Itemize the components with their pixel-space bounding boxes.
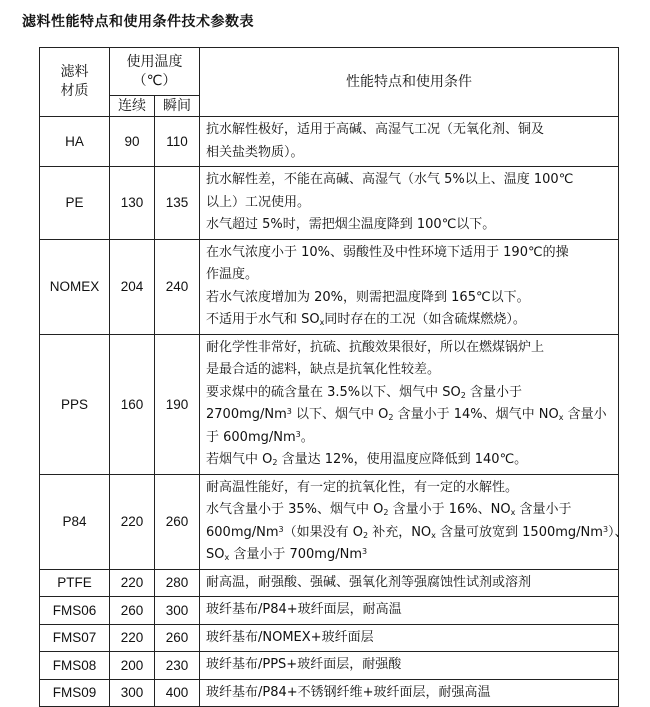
features-line: 2700mg/Nm$^3$ 以下、烟气中 $O_2$ 含量小于 14%、烟气中 $NO_x$ 含量小 [206, 407, 607, 422]
features-line: 要求煤中的硫含量在 3.5%以下、烟气中 $SO_2$ 含量小于 [206, 384, 523, 400]
features-line: 玻纤基布/NOMEX+玻纤面层 [206, 629, 374, 645]
table-row [40, 569, 619, 597]
features-line: 是最合适的滤料，缺点是抗氧化性较差。 [206, 362, 441, 377]
spec-table [39, 47, 628, 707]
material-cell: PTFE [40, 569, 110, 597]
header-continuous: 连续 [110, 96, 155, 117]
features-line: 600mg/Nm$^3$（如果没有 $O_2$ 补充，$NO_x$ 含量可放宽到 1500mg/Nm$^3$）、 [206, 524, 628, 540]
instant-temp-cell: 240 [155, 239, 200, 334]
continuous-temp-cell: 204 [110, 239, 155, 334]
features-line: 若水气浓度增加为 20%，则需把温度降到 165℃以下。 [206, 289, 530, 305]
features-line: 水气超过 5%时，需把烟尘温度降到 100℃以下。 [206, 217, 496, 232]
features-line: 耐高温，耐强酸、强碱、强氧化剂等强腐蚀性试剂或溶剂 [206, 574, 532, 590]
features-cell [200, 597, 619, 625]
table-row [40, 624, 619, 652]
features-line: 若烟气中 $O_2$ 含量达 12%，使用温度应降低到 140℃。 [206, 452, 528, 467]
features-line: 耐高温性能好，有一定的抗氧化性，有一定的水解性。 [206, 479, 519, 495]
features-cell [200, 624, 619, 652]
continuous-temp-cell: 160 [110, 334, 155, 474]
instant-temp-cell: 260 [155, 624, 200, 652]
table-row [40, 334, 619, 474]
header-instant: 瞬间 [155, 96, 200, 117]
instant-temp-cell: 280 [155, 569, 200, 597]
features-line: 不适用于水气和 $SO_x$同时存在的工况（如含硫煤燃烧）。 [206, 312, 526, 327]
continuous-temp-cell: 300 [110, 679, 155, 707]
header-features: 性能特点和使用条件 [200, 48, 619, 117]
table-row [40, 239, 619, 334]
material-cell: FMS09 [40, 679, 110, 707]
material-cell: HA [40, 117, 110, 167]
features-cell [200, 239, 619, 334]
instant-temp-cell: 300 [155, 597, 200, 625]
features-line: 在水气浓度小于 10%、弱酸性及中性环境下适用于 190℃的操 [206, 244, 569, 260]
features-line: 水气含量小于 35%、烟气中 $O_2$ 含量小于 16%、$NO_x$ 含量小于 [206, 502, 572, 517]
features-line: 耐化学性非常好，抗硫、抗酸效果很好，所以在燃煤锅炉上 [206, 339, 545, 355]
features-cell [200, 334, 619, 474]
features-line: 玻纤基布/P84+玻纤面层，耐高温 [206, 602, 402, 617]
features-line: 相关盐类物质）。 [206, 144, 304, 160]
continuous-temp-cell: 260 [110, 597, 155, 625]
table-row [40, 652, 619, 680]
features-line: 抗水解性极好，适用于高碱、高湿气工况（无氧化剂、铜及 [206, 122, 545, 137]
material-cell: PE [40, 167, 110, 240]
features-line: 玻纤基布/PPS+玻纤面层，耐强酸 [206, 657, 402, 672]
instant-temp-cell: 260 [155, 474, 200, 569]
continuous-temp-cell: 220 [110, 474, 155, 569]
instant-temp-cell: 135 [155, 167, 200, 240]
instant-temp-cell: 190 [155, 334, 200, 474]
header-material-line1: 滤料 [60, 64, 89, 80]
material-cell: FMS06 [40, 597, 110, 625]
features-line: 以上）工况使用。 [206, 194, 311, 210]
material-cell: FMS08 [40, 652, 110, 680]
continuous-temp-cell: 90 [110, 117, 155, 167]
features-line: 作温度。 [206, 267, 259, 282]
header-temperature [110, 48, 200, 96]
features-line: 于 600mg/Nm$^3$。 [206, 429, 314, 445]
features-line: $SO_x$ 含量小于 700mg/Nm$^3$ [206, 547, 368, 562]
material-cell: PPS [40, 334, 110, 474]
page-title: 滤料性能特点和使用条件技术参数表 [22, 14, 254, 30]
header-material-line2: 材质 [60, 83, 89, 99]
header-temperature-line2: （℃） [132, 72, 177, 89]
material-cell: NOMEX [40, 239, 110, 334]
table-row [40, 679, 619, 707]
instant-temp-cell: 400 [155, 679, 200, 707]
features-cell [200, 679, 619, 707]
instant-temp-cell: 230 [155, 652, 200, 680]
continuous-temp-cell: 200 [110, 652, 155, 680]
features-cell [200, 569, 619, 597]
continuous-temp-cell: 130 [110, 167, 155, 240]
features-cell [200, 474, 628, 569]
table-body [40, 117, 628, 707]
features-line: 玻纤基布/P84+不锈钢纤维+玻纤面层，耐强高温 [206, 684, 491, 700]
continuous-temp-cell: 220 [110, 624, 155, 652]
features-cell [200, 117, 619, 167]
instant-temp-cell: 110 [155, 117, 200, 167]
table-row [40, 597, 619, 625]
material-cell: FMS07 [40, 624, 110, 652]
table-header [40, 48, 619, 117]
table-row [40, 117, 619, 167]
continuous-temp-cell: 220 [110, 569, 155, 597]
features-cell [200, 167, 619, 240]
features-cell [200, 652, 619, 680]
material-cell: P84 [40, 474, 110, 569]
header-material [40, 48, 110, 117]
header-temperature-line1: 使用温度 [126, 53, 183, 70]
table-row [40, 167, 619, 240]
table-row [40, 474, 619, 569]
features-line: 抗水解性差，不能在高碱、高湿气（水气 5%以上、温度 100℃ [206, 172, 574, 187]
